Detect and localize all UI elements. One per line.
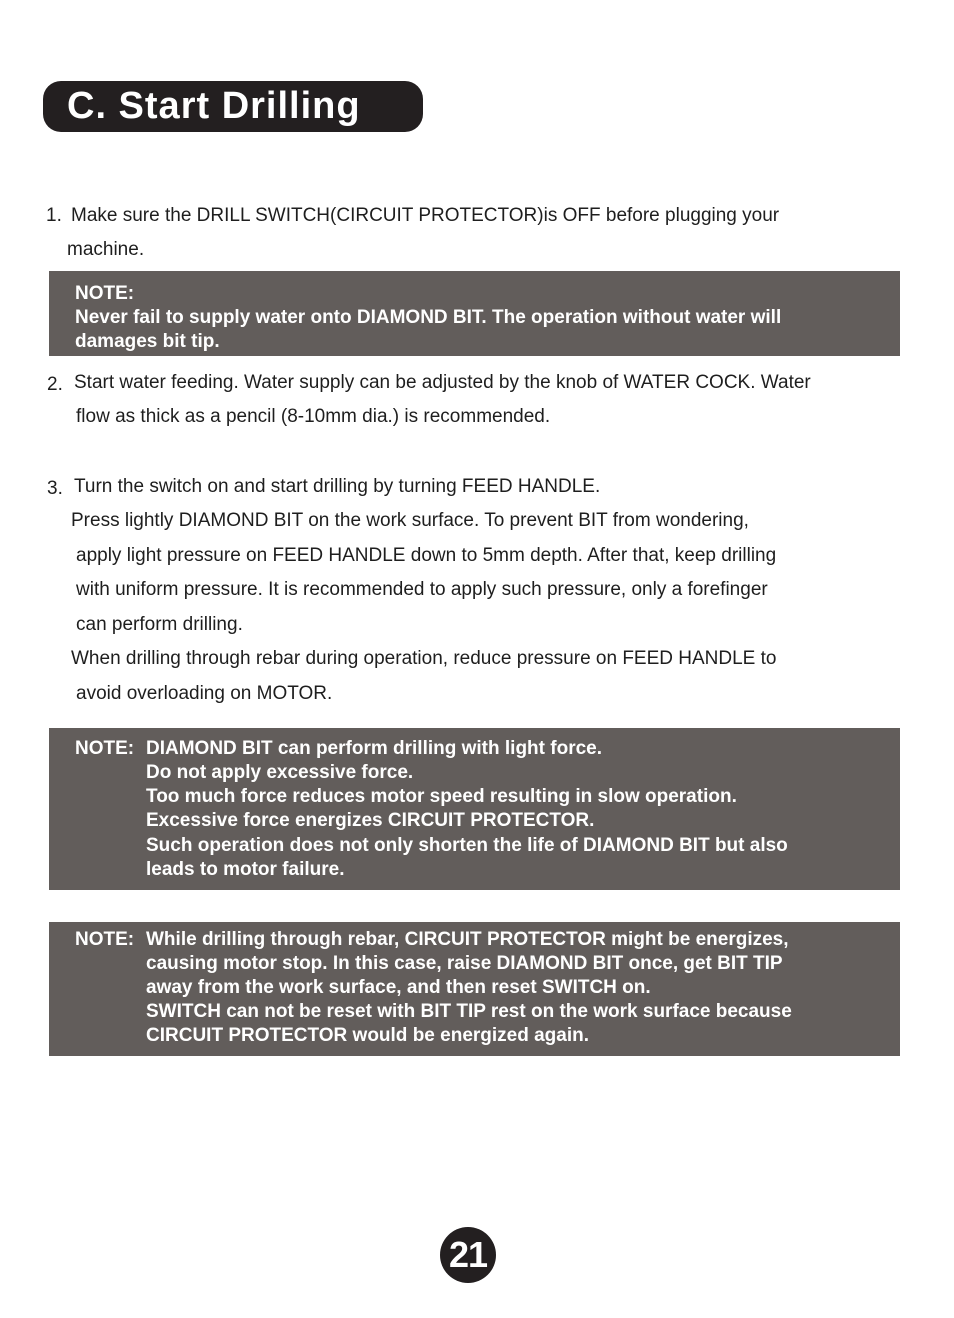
note-line: damages bit tip.: [75, 331, 220, 352]
step-3-line-7: avoid overloading on MOTOR.: [76, 683, 333, 704]
note-line: While drilling through rebar, CIRCUIT PROTECTOR might be energizes,: [146, 929, 789, 950]
step-3-line-4: with uniform pressure. It is recommended to apply such pressure, only a forefinger: [76, 579, 768, 600]
step-1-number: 1.: [46, 205, 62, 226]
step-1-line-1: Make sure the DRILL SWITCH(CIRCUIT PROTECTOR)is OFF before plugging your: [71, 205, 780, 226]
note-line: SWITCH can not be reset with BIT TIP rest on the work surface because: [146, 1001, 792, 1022]
note-box-force: [49, 728, 900, 890]
note-line: Do not apply excessive force.: [146, 762, 414, 783]
note-box-rebar: [49, 922, 900, 1056]
note-line: Too much force reduces motor speed resulting in slow operation.: [146, 786, 737, 807]
page-title: C. Start Drilling: [67, 85, 361, 127]
note-line: Excessive force energizes CIRCUIT PROTECTOR.: [146, 810, 595, 831]
note-label: NOTE:: [75, 738, 135, 759]
step-2-line-2: flow as thick as a pencil (8-10mm dia.) is recommended.: [76, 406, 551, 427]
note-line: DIAMOND BIT can perform drilling with light force.: [146, 738, 603, 759]
step-3-line-5: can perform drilling.: [76, 614, 243, 635]
note-label: NOTE:: [75, 283, 135, 304]
step-3-line-6: When drilling through rebar during operation, reduce pressure on FEED HANDLE to: [71, 648, 777, 669]
note-line: causing motor stop. In this case, raise DIAMOND BIT once, get BIT TIP: [146, 953, 783, 974]
note-line: leads to motor failure.: [146, 859, 345, 880]
step-3-line-2: Press lightly DIAMOND BIT on the work surface. To prevent BIT from wondering,: [71, 510, 749, 531]
note-line: CIRCUIT PROTECTOR would be energized again.: [146, 1025, 590, 1046]
step-2-line-1: Start water feeding. Water supply can be adjusted by the knob of WATER COCK. Water: [74, 372, 811, 393]
note-line: Such operation does not only shorten the life of DIAMOND BIT but also: [146, 835, 788, 856]
page-number-badge: 21: [440, 1227, 496, 1283]
step-3-line-3: apply light pressure on FEED HANDLE down to 5mm depth. After that, keep drilling: [76, 545, 777, 566]
note-line: away from the work surface, and then reset SWITCH on.: [146, 977, 651, 998]
step-1-line-2: machine.: [67, 239, 145, 260]
step-3-number: 3.: [47, 478, 63, 499]
note-label: NOTE:: [75, 929, 135, 950]
step-2-number: 2.: [47, 374, 63, 395]
section-title-banner: [43, 81, 423, 132]
note-line: Never fail to supply water onto DIAMOND BIT. The operation without water will: [75, 307, 782, 328]
step-3-line-1: Turn the switch on and start drilling by turning FEED HANDLE.: [74, 476, 601, 497]
note-box-water: [49, 271, 900, 356]
